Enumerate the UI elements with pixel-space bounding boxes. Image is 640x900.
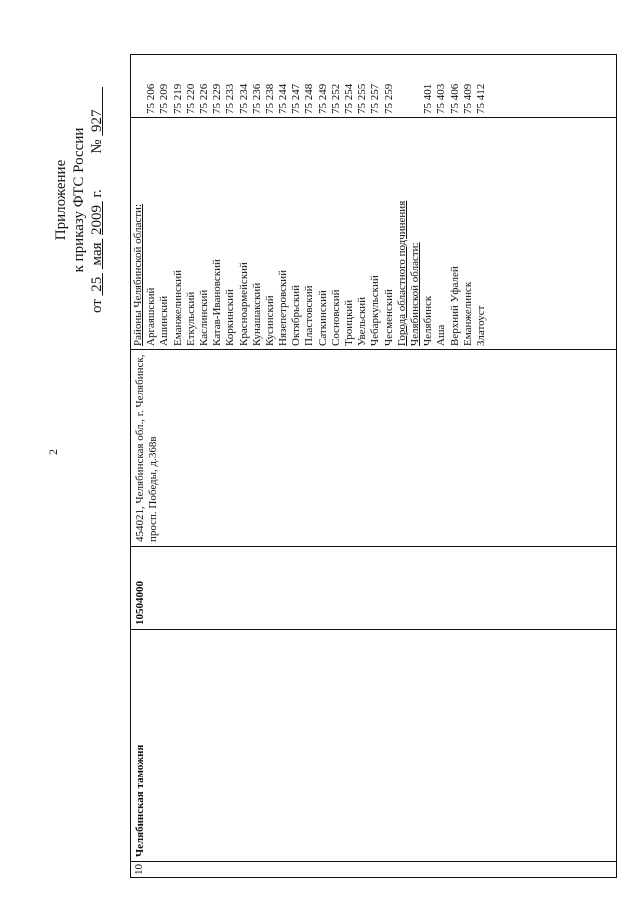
district-name: Кусинский	[263, 295, 276, 346]
district-name: Аша	[435, 324, 448, 346]
okato-code: 75 226	[197, 83, 210, 114]
order-date-line	[88, 60, 106, 340]
district-name: Октябрьский	[290, 285, 303, 346]
district-name-list	[131, 118, 489, 349]
customs-code-cell	[131, 546, 616, 629]
district-name: Кунашакский	[250, 282, 263, 346]
appendix-title: Приложение	[53, 159, 69, 241]
okato-code: 75 236	[250, 83, 263, 114]
order-day: 25	[89, 276, 105, 292]
row-index: 10	[133, 864, 145, 875]
okato-code: 75 259	[382, 83, 395, 114]
district-name: Увельский	[356, 296, 369, 346]
okato-code: 75 229	[211, 83, 224, 114]
customs-table	[130, 54, 617, 878]
okato-code: 75 206	[145, 83, 158, 114]
okato-codes-column	[131, 53, 616, 117]
okato-code: 75 403	[435, 83, 448, 114]
okato-code: 75 247	[290, 83, 303, 114]
district-name: Еманжелинский	[171, 270, 184, 346]
district-group-heading: Челябинской области:	[408, 242, 421, 346]
okato-code: 75 234	[237, 83, 250, 114]
district-name: Чебаркульский	[369, 275, 382, 346]
order-year: 2009	[89, 204, 105, 235]
district-name: Златоуст	[474, 305, 487, 346]
district-name: Аргаяшский	[145, 287, 158, 346]
okato-code: 75 244	[277, 83, 290, 114]
customs-name: Челябинская таможня	[134, 744, 146, 857]
row-index-cell	[131, 861, 616, 877]
okato-code-list	[131, 53, 489, 117]
district-name: Сосновский	[329, 289, 342, 346]
okato-code	[132, 56, 145, 114]
okato-code: 75 412	[474, 83, 487, 114]
district-name: Красноармейский	[237, 262, 250, 346]
appendix-header	[52, 60, 106, 340]
district-name: Саткинский	[316, 290, 329, 346]
okato-code: 75 255	[356, 83, 369, 114]
okato-code: 75 209	[158, 83, 171, 114]
address-cell	[131, 349, 616, 546]
district-name: Нязепетровский	[277, 269, 290, 346]
okato-code: 75 406	[448, 83, 461, 114]
district-name: Ашинский	[158, 295, 171, 346]
district-name: Челябинск	[422, 295, 435, 346]
okato-code: 75 233	[224, 83, 237, 114]
district-name: Еткульский	[184, 291, 197, 346]
district-name: Катав-Ивановский	[211, 259, 224, 346]
page-number: 2	[46, 449, 60, 455]
district-name: Каслинский	[197, 289, 210, 346]
okato-code: 75 254	[343, 83, 355, 114]
date-prefix: от	[89, 299, 105, 314]
okato-code: 75 252	[329, 83, 342, 114]
order-month: мая	[89, 242, 105, 266]
district-name: Чесменский	[382, 289, 395, 346]
district-name: Еманжелинск	[461, 281, 474, 346]
district-name: Верхний Уфалей	[448, 266, 461, 346]
order-reference: к приказу ФТС России	[71, 127, 87, 273]
okato-code: 75 220	[184, 83, 197, 114]
districts-cell	[131, 53, 616, 349]
okato-code	[409, 56, 422, 114]
district-name: Пластовский	[303, 285, 316, 346]
district-group-heading: Города областного подчинения	[395, 200, 408, 346]
customs-name-cell	[131, 629, 616, 861]
order-number: 927	[89, 109, 105, 132]
customs-code: 10504000	[134, 581, 146, 625]
okato-code: 75 248	[303, 83, 316, 114]
district-names-column	[131, 117, 616, 349]
number-prefix: №	[89, 139, 105, 154]
customs-address: 454021, Челябинская обл., г. Челябинск, просп. Победы, д.368в	[134, 354, 159, 542]
okato-code: 75 257	[369, 83, 382, 114]
okato-code: 75 249	[316, 83, 329, 114]
district-name: Троицкий	[343, 299, 355, 346]
year-suffix: г.	[89, 189, 105, 198]
okato-code: 75 219	[171, 83, 184, 114]
okato-code: 75 238	[263, 83, 276, 114]
district-group-heading: Районы Челябинской области:	[132, 204, 144, 346]
okato-code: 75 409	[461, 83, 474, 114]
okato-code	[396, 56, 409, 114]
okato-code: 75 401	[422, 83, 435, 114]
district-name: Коркинский	[224, 289, 237, 346]
